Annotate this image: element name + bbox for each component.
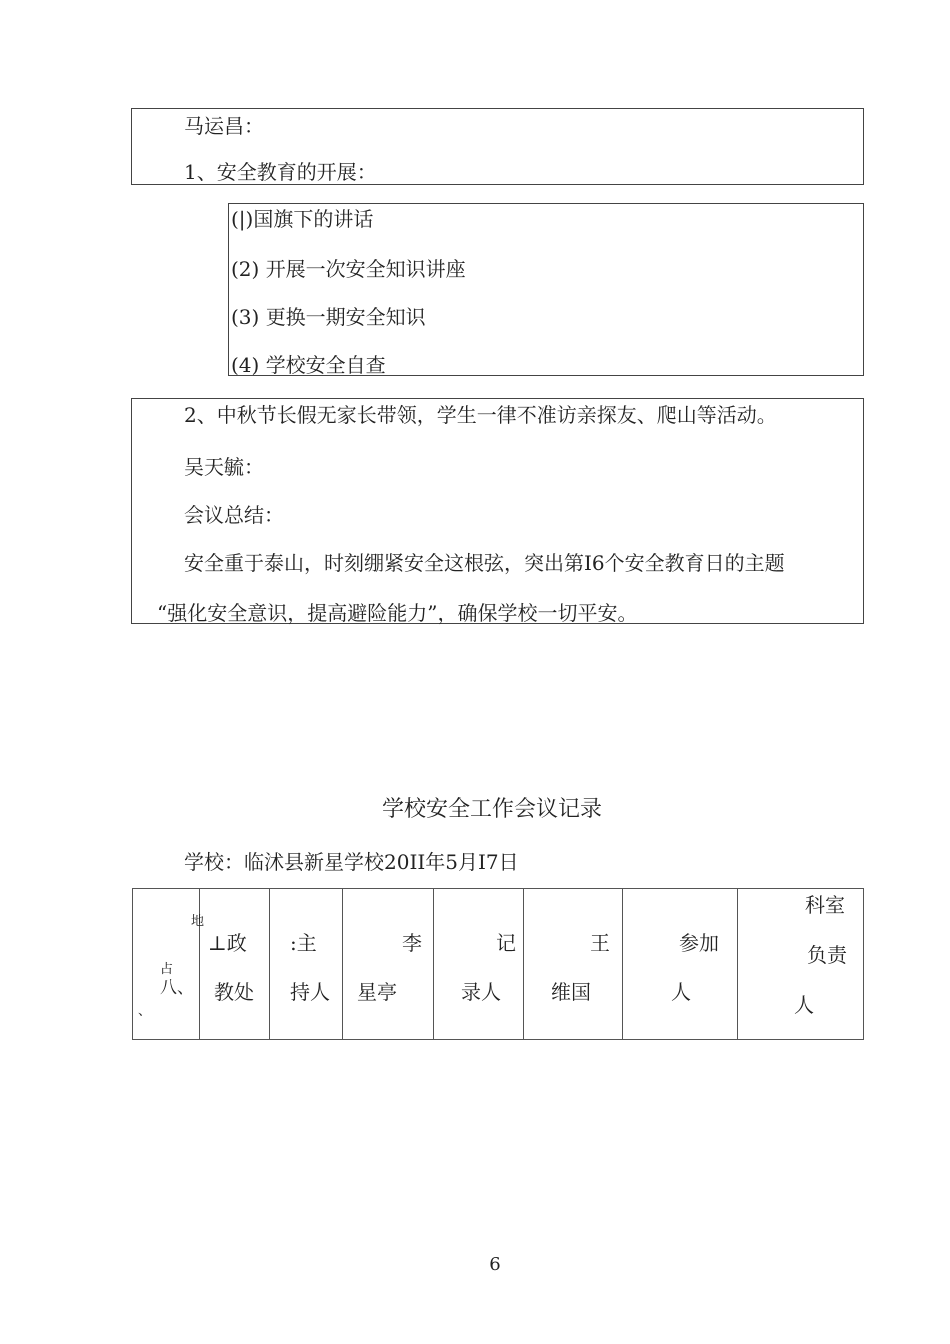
location-value-line1: ⊥政 xyxy=(208,931,247,955)
location-label-zhan: 占 xyxy=(160,962,174,977)
list-item: (3) 更换一期安全知识 xyxy=(231,305,426,329)
participants-label-line2: 人 xyxy=(671,980,691,1004)
participants-value-cell xyxy=(738,889,864,1040)
location-value-cell xyxy=(200,889,270,1040)
participants-value-line2: 负责 xyxy=(807,943,847,967)
participants-label-cell xyxy=(623,889,738,1040)
item-2: 2、中秋节长假无家长带领，学生一律不准访亲探友、爬山等活动。 xyxy=(184,403,777,427)
speaker-ma-yunchang: 马运昌： xyxy=(184,114,264,138)
summary-line-2: “强化安全意识，提高避险能力”，确保学校一切平安。 xyxy=(157,601,638,625)
location-value-line2: 教处 xyxy=(214,980,254,1004)
record-title: 学校安全工作会议记录 xyxy=(382,797,603,822)
host-label-line2: 持人 xyxy=(290,980,330,1004)
page-number: 6 xyxy=(489,1254,501,1275)
participants-value-line3: 人 xyxy=(794,993,814,1017)
location-label-di: 地 xyxy=(191,914,205,929)
meeting-info-table xyxy=(132,888,864,1040)
host-value-line1: 李 xyxy=(402,931,422,955)
summary-label: 会议总结： xyxy=(184,503,284,527)
recorder-value-cell xyxy=(524,889,623,1040)
location-label-dot: 、 xyxy=(138,1004,152,1019)
recorder-value-line2: 维国 xyxy=(551,980,591,1004)
table-row xyxy=(133,889,864,1040)
host-value-cell xyxy=(343,889,434,1040)
school-date-line: 学校：临沭县新星学校20II年5月I7日 xyxy=(184,850,519,874)
list-item: (2) 开展一次安全知识讲座 xyxy=(231,257,466,281)
location-cell xyxy=(133,889,205,1040)
speaker-wu-tianyu: 吴天毓： xyxy=(184,455,264,479)
location-label-ba: 八、 xyxy=(160,978,194,998)
recorder-label-line1: 记 xyxy=(496,931,516,955)
host-label-cell xyxy=(270,889,343,1040)
recorder-value-line1: 王 xyxy=(590,931,610,955)
host-label-line1: :主 xyxy=(290,931,317,955)
list-item: (4) 学校安全自查 xyxy=(231,353,386,377)
participants-label-line1: 参加 xyxy=(679,931,719,955)
participants-value-line1: 科室 xyxy=(805,893,845,917)
recorder-label-cell xyxy=(434,889,524,1040)
recorder-label-line2: 录人 xyxy=(461,980,501,1004)
host-value-line2: 星亭 xyxy=(357,980,397,1004)
summary-line-1: 安全重于泰山，时刻绷紧安全这根弦，突出第I6个安全教育日的主题 xyxy=(184,551,785,575)
list-item: (|)国旗下的讲话 xyxy=(231,207,374,231)
item-heading-1: 1、安全教育的开展： xyxy=(184,160,377,184)
